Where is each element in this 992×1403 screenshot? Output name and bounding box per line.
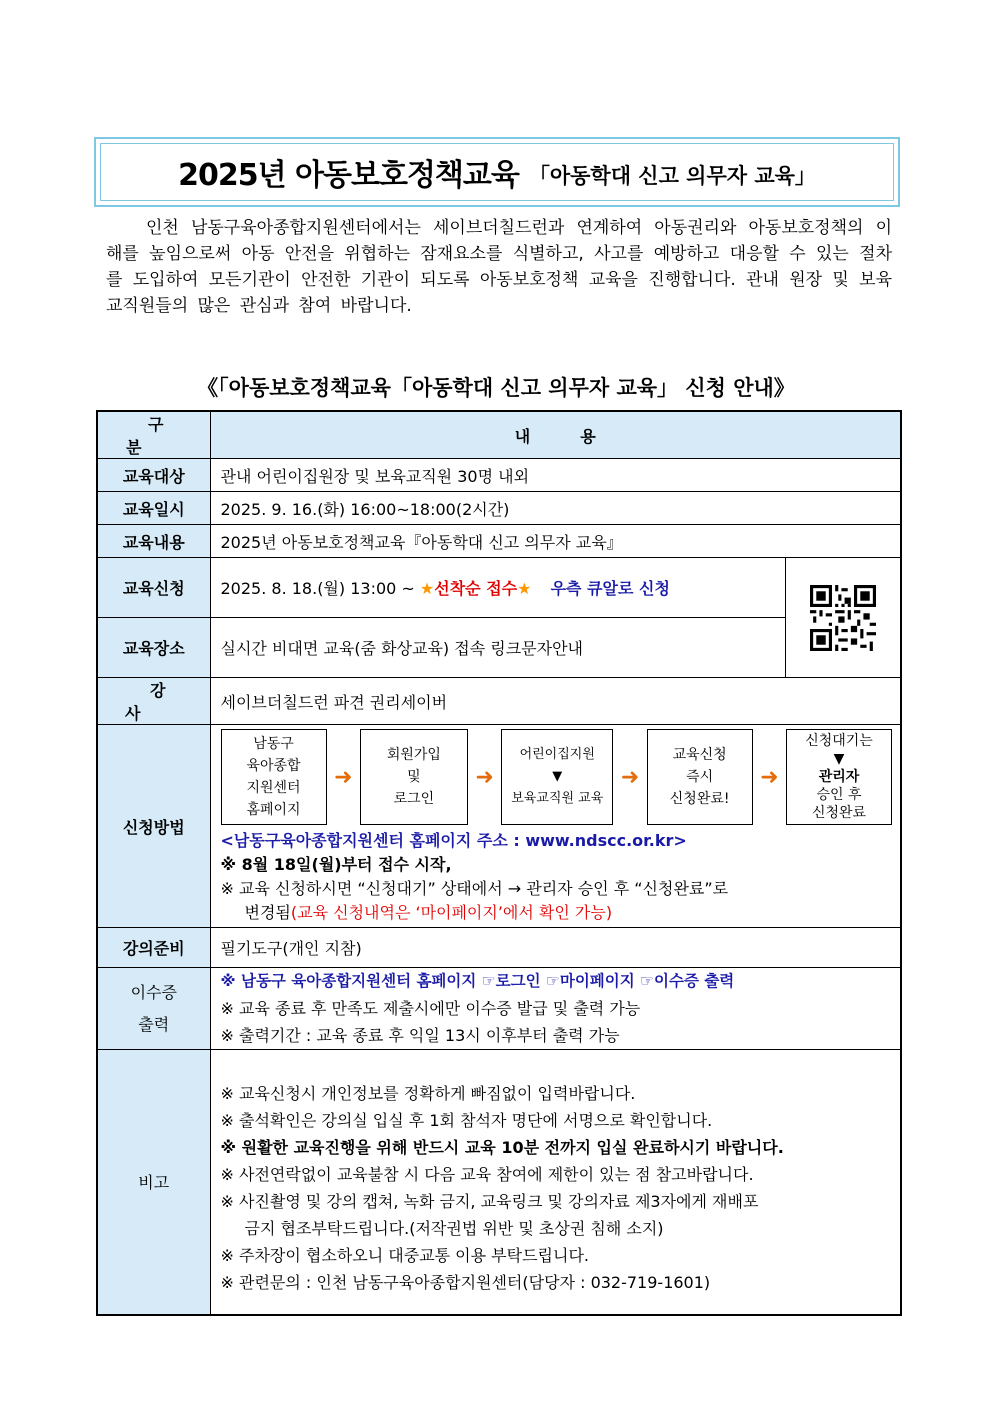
step-text: 및	[407, 769, 421, 785]
star-icon: ★	[419, 579, 435, 598]
row-label	[97, 678, 210, 725]
row-value: 2025. 9. 16.(화) 16:00~18:00(2시간)	[210, 492, 901, 525]
step-text: 홈페이지	[246, 802, 301, 818]
step-text: 관리자	[818, 769, 860, 785]
intro-text: 인천 남동구육아종합지원센터에서는 세이브더칠드런과 연계하여 아동권리와 아동보호정책의 이해를 높임으로써 아동 안전을 위협하는 잠재요소를 식별하고, 사고를 예방하고 대응할 수 있는 절차를 도입하여 모든기관이 안전한 기관이 되도록 아동보호정책 교육을 진행합니다. 관내 원장 및 보육교직원들의 많은 관심과 참여 바랍니다.	[106, 218, 892, 316]
header-col2-label: 내용	[514, 426, 646, 446]
row-value: 세이브더칠드런 파견 권리세이버	[210, 678, 901, 725]
lecturer-label: 강사	[125, 681, 208, 723]
homepage-link[interactable]: <남동구육아종합지원센터 홈페이지 주소 : www.ndscc.or.kr>	[220, 831, 687, 850]
arrow-right-icon: ➜	[760, 764, 779, 790]
table-row	[97, 492, 901, 525]
header-col1	[97, 411, 210, 459]
flow-step	[647, 729, 753, 825]
flow-step	[360, 729, 468, 825]
row-value: 필기도구(개인 지참)	[210, 928, 901, 968]
step-text: 신청대기는	[805, 733, 873, 749]
cert-label: 이수증	[130, 982, 177, 1002]
remark-line: ※ 사전연락없이 교육불참 시 다음 교육 참여에 제한이 있는 점 참고바랍니다.	[220, 1164, 754, 1184]
title-box	[94, 137, 900, 207]
cert-line: ※ 남동구 육아종합지원센터 홈페이지 ☞로그인 ☞마이페이지 ☞이수증 출력	[220, 972, 735, 990]
table-row	[97, 459, 901, 492]
apply-date: 2025. 8. 18.(월) 13:00 ~	[220, 579, 415, 598]
row-value: 실시간 비대면 교육(줌 화상교육) 접속 링크문자안내	[210, 618, 785, 678]
row-label: 교육대상	[97, 459, 210, 492]
row-label: 교육일시	[97, 492, 210, 525]
section-title: 《「아동보호정책교육「아동학대 신고 의무자 교육」 신청 안내》	[197, 376, 795, 400]
table-row	[97, 558, 901, 618]
table-header-row	[97, 411, 901, 459]
step-text: 교육신청	[672, 747, 727, 763]
table-row	[97, 525, 901, 558]
qr-code-icon[interactable]	[808, 585, 878, 651]
remark-line: 금지 협조부탁드립니다.(저작권법 위반 및 초상권 침해 소지)	[244, 1218, 664, 1238]
apply-flow	[221, 729, 893, 825]
step-text: 육아종합	[246, 758, 301, 774]
first-come-text: 선착순 접수	[434, 579, 518, 598]
method-note	[221, 901, 893, 925]
row-label	[97, 968, 210, 1050]
table-row	[97, 618, 901, 678]
table-row	[97, 725, 901, 928]
intro-paragraph	[106, 215, 892, 319]
page-title: 2025년 아동보호정책교육	[178, 158, 519, 193]
row-value: 관내 어린이집원장 및 보육교직원 30명 내외	[210, 459, 901, 492]
step-text: 로그인	[393, 791, 435, 807]
method-note-text: 변경됨	[244, 903, 291, 922]
qr-cell	[785, 558, 901, 678]
row-label: 강의준비	[97, 928, 210, 968]
step-text: 신청완료	[811, 805, 867, 821]
flow-step	[221, 729, 327, 825]
arrow-right-icon: ➜	[620, 764, 640, 790]
arrow-right-icon: ➜	[475, 764, 494, 790]
method-cell	[210, 725, 901, 928]
cert-line: ※ 교육 종료 후 만족도 제출시에만 이수증 발급 및 출력 가능	[220, 999, 641, 1018]
arrow-right-icon: ➜	[333, 764, 353, 790]
remarks-cell	[210, 1050, 901, 1315]
step-text: 즉시	[686, 769, 714, 785]
table-row	[97, 968, 901, 1050]
step-text: 승인 후	[816, 787, 862, 803]
table-row	[97, 1050, 901, 1315]
step-text: 보육교직원 교육	[511, 791, 604, 806]
down-triangle-icon: ▼	[552, 769, 563, 784]
remark-line: ※ 주차장이 협소하오니 대중교통 이용 부탁드립니다.	[220, 1245, 589, 1265]
star-icon: ★	[517, 579, 532, 598]
remark-line: ※ 관련문의 : 인천 남동구육아종합지원센터(담당자 : 032-719-1601)	[220, 1272, 711, 1292]
row-label: 신청방법	[97, 725, 210, 928]
mypage-note: (교육 신청내역은 ‘마이페이지’에서 확인 가능)	[290, 903, 613, 922]
row-label: 교육장소	[97, 618, 210, 678]
table-row	[97, 678, 901, 725]
remark-line: ※ 교육신청시 개인정보를 정확하게 빠짐없이 입력바랍니다.	[220, 1083, 636, 1103]
cert-label: 출력	[138, 1014, 170, 1034]
row-label: 교육내용	[97, 525, 210, 558]
cert-line: ※ 출력기간 : 교육 종료 후 익일 13시 이후부터 출력 가능	[220, 1026, 620, 1045]
down-triangle-icon: ▼	[833, 751, 845, 767]
info-table	[96, 410, 902, 1316]
remark-line: ※ 원활한 교육진행을 위해 반드시 교육 10분 전까지 입실 완료하시기 바랍니다.	[220, 1137, 784, 1157]
flow-step	[786, 729, 892, 825]
remark-line: ※ 사진촬영 및 강의 캡쳐, 녹화 금지, 교육링크 및 강의자료 제3자에게 재배포	[220, 1191, 759, 1211]
step-text: 지원센터	[246, 780, 301, 796]
title-inner	[100, 143, 894, 201]
page-subtitle: 「아동학대 신고 의무자 교육」	[528, 164, 816, 188]
row-value	[210, 558, 785, 618]
row-label: 교육신청	[97, 558, 210, 618]
method-note: ※ 8월 18일(월)부터 접수 시작,	[220, 855, 452, 874]
remark-line: ※ 출석확인은 강의실 입실 후 1회 참석자 명단에 서명으로 확인합니다.	[220, 1110, 713, 1130]
table-row	[97, 928, 901, 968]
step-text: 회원가입	[386, 747, 441, 763]
step-text: 남동구	[253, 736, 294, 752]
flow-step	[501, 729, 613, 825]
cert-cell	[210, 968, 901, 1050]
header-col1-label: 구분	[126, 415, 204, 457]
step-text: 어린이집지원	[519, 747, 595, 762]
qr-apply-text: 우측 큐알로 신청	[550, 579, 670, 598]
step-text: 신청완료!	[669, 791, 730, 807]
row-value: 2025년 아동보호정책교육『아동학대 신고 의무자 교육』	[210, 525, 901, 558]
method-note: ※ 교육 신청하시면 “신청대기” 상태에서 → 관리자 승인 후 “신청완료”로	[220, 879, 729, 898]
row-label: 비고	[97, 1050, 210, 1315]
header-col2	[210, 411, 901, 459]
